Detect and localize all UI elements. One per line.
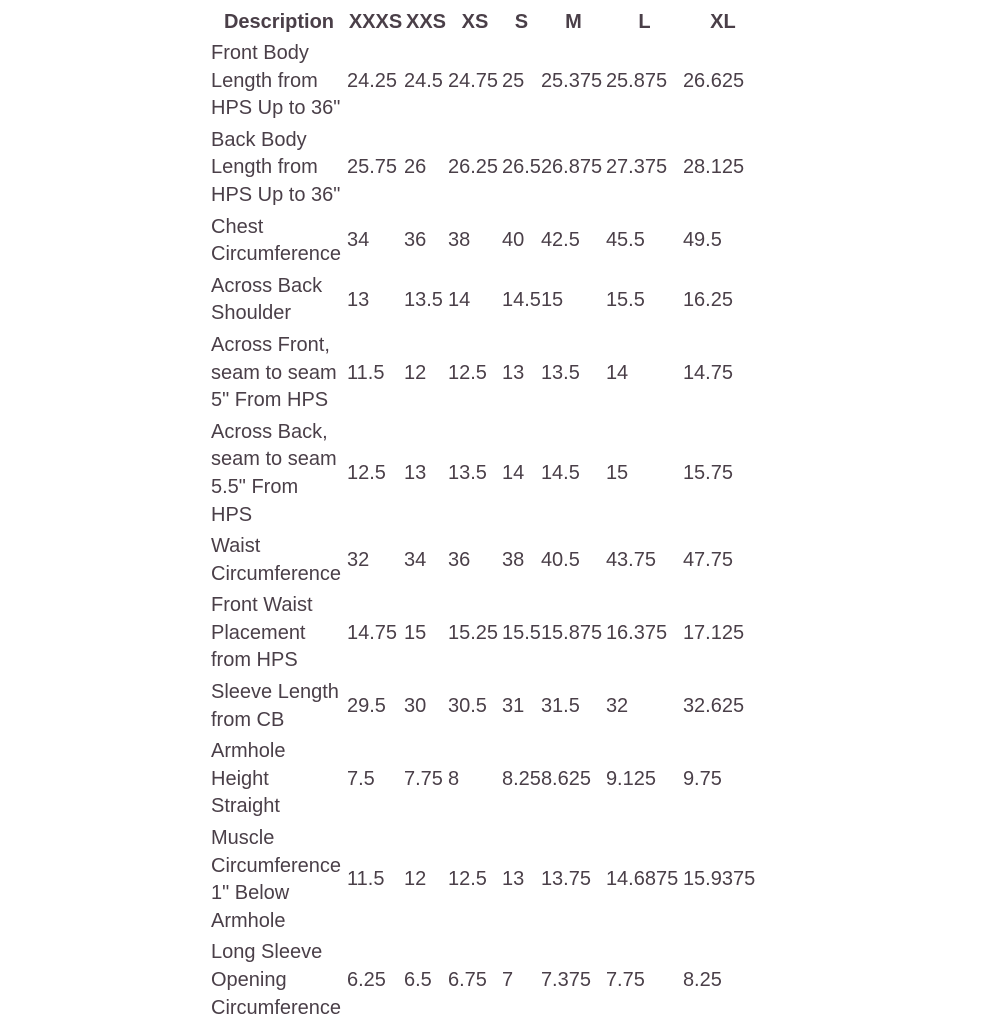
row-description-cell xyxy=(208,212,347,271)
value-xxxs: 24.25 xyxy=(347,69,398,92)
value-l: 15.5 xyxy=(605,288,645,311)
value-s: 7 xyxy=(502,969,514,991)
value-xs: 26.25 xyxy=(448,156,499,179)
row-description-cell xyxy=(208,125,347,212)
value-xxs: 12 xyxy=(404,868,427,891)
value-s: 8.25 xyxy=(502,767,541,790)
value-m: 40.5 xyxy=(540,548,580,571)
value-xs: 12.5 xyxy=(448,361,487,384)
value-l: 16.375 xyxy=(605,621,668,644)
value-xl: 16.25 xyxy=(682,288,733,311)
value-s: 38 xyxy=(502,548,525,571)
value-s: 25 xyxy=(502,69,525,92)
value-s: 15.5 xyxy=(502,621,541,644)
value-xxs: 36 xyxy=(404,229,427,252)
value-xs: 38 xyxy=(448,229,471,252)
value-xxxs: 12.5 xyxy=(347,462,386,485)
value-m: 13.5 xyxy=(540,361,580,384)
value-s: 40 xyxy=(502,229,525,252)
table-row xyxy=(208,937,763,1024)
value-xs: 8 xyxy=(448,767,460,790)
table-row xyxy=(208,330,763,417)
header-xs: XS xyxy=(461,11,489,34)
row-description: Front Waist Placement from HPS xyxy=(211,594,313,672)
row-description: Waist Circumference xyxy=(211,535,342,585)
row-description: Across Back Shoulder xyxy=(211,274,323,325)
value-m: 14.5 xyxy=(540,462,580,485)
header-row xyxy=(208,8,763,38)
value-xl: 15.9375 xyxy=(682,868,756,891)
value-xxs: 12 xyxy=(404,361,427,384)
size-chart-table xyxy=(208,8,763,1024)
row-description: Sleeve Length from CB xyxy=(211,681,339,731)
value-s: 13 xyxy=(502,361,525,384)
value-xxs: 26 xyxy=(404,156,427,179)
value-xl: 14.75 xyxy=(682,361,733,384)
value-xxxs: 34 xyxy=(347,229,370,252)
value-xxs: 24.5 xyxy=(404,69,443,92)
row-description-cell xyxy=(208,736,347,823)
row-description: Long Sleeve Opening Circumference xyxy=(211,941,342,1019)
value-xxs: 13 xyxy=(404,462,427,485)
table-body xyxy=(208,38,763,1024)
value-xs: 13.5 xyxy=(448,462,487,485)
value-xl: 49.5 xyxy=(682,229,722,252)
row-description-cell xyxy=(208,937,347,1024)
value-s: 14.5 xyxy=(502,288,541,311)
value-xxxs: 25.75 xyxy=(347,156,398,179)
value-xs: 14 xyxy=(448,288,471,311)
value-xxxs: 11.5 xyxy=(347,868,385,891)
value-s: 14 xyxy=(502,462,525,485)
value-s: 31 xyxy=(502,694,525,717)
table-row xyxy=(208,823,763,937)
value-m: 42.5 xyxy=(540,229,580,252)
value-xxs: 34 xyxy=(404,548,427,571)
value-m: 15 xyxy=(540,288,564,311)
table-row xyxy=(208,125,763,212)
value-xxxs: 13 xyxy=(347,288,370,311)
value-l: 9.125 xyxy=(605,767,656,790)
table-row xyxy=(208,736,763,823)
table-row xyxy=(208,531,763,590)
table-row xyxy=(208,38,763,125)
value-xs: 24.75 xyxy=(448,69,499,92)
table-row xyxy=(208,212,763,271)
value-l: 14 xyxy=(605,361,629,384)
value-m: 15.875 xyxy=(540,621,603,644)
header-xxxs: XXXS xyxy=(348,11,403,34)
table-row xyxy=(208,677,763,736)
row-description: Muscle Circumference 1" Below Armhole xyxy=(211,827,342,932)
row-description-cell xyxy=(208,823,347,937)
row-description-cell xyxy=(208,330,347,417)
row-description-cell xyxy=(208,271,347,330)
table-row xyxy=(208,271,763,330)
value-m: 31.5 xyxy=(540,694,580,717)
value-xl: 9.75 xyxy=(682,767,722,790)
value-m: 8.625 xyxy=(540,767,591,790)
row-description: Back Body Length from HPS Up to 36" xyxy=(211,128,341,206)
value-l: 45.5 xyxy=(605,229,645,252)
row-description: Across Back, seam to seam 5.5" From HPS xyxy=(211,420,337,526)
row-description-cell xyxy=(208,590,347,677)
header-xl: XL xyxy=(710,11,736,34)
value-xxxs: 14.75 xyxy=(347,621,398,644)
value-xl: 15.75 xyxy=(682,462,733,485)
header-s: S xyxy=(514,11,529,34)
value-xxs: 13.5 xyxy=(404,288,443,311)
value-xl: 47.75 xyxy=(682,548,733,571)
value-l: 32 xyxy=(605,694,629,717)
row-description-cell xyxy=(208,531,347,590)
header-description: Description xyxy=(223,11,335,34)
value-l: 27.375 xyxy=(605,156,668,179)
row-description: Across Front, seam to seam 5" From HPS xyxy=(211,333,337,412)
value-xxs: 15 xyxy=(404,621,427,644)
value-xs: 6.75 xyxy=(448,969,487,991)
value-xl: 32.625 xyxy=(682,694,745,717)
value-xs: 30.5 xyxy=(448,694,487,717)
value-xxxs: 32 xyxy=(347,548,370,571)
value-xs: 36 xyxy=(448,548,471,571)
value-xxs: 30 xyxy=(404,694,427,717)
row-description-cell xyxy=(208,417,347,531)
row-description: Armhole Height Straight xyxy=(211,740,286,818)
value-xxxs: 7.5 xyxy=(347,767,375,790)
value-xxxs: 11.5 xyxy=(347,361,385,384)
value-xs: 12.5 xyxy=(448,868,487,891)
row-description-cell xyxy=(208,677,347,736)
value-xxxs: 6.25 xyxy=(347,969,386,991)
header-xxs: XXS xyxy=(405,11,447,34)
row-description: Front Body Length from HPS Up to 36" xyxy=(211,42,341,120)
value-xxs: 6.5 xyxy=(404,969,432,991)
value-xl: 28.125 xyxy=(682,156,745,179)
header-m: M xyxy=(565,11,582,34)
value-m: 7.375 xyxy=(540,969,591,991)
row-description: Chest Circumference xyxy=(211,215,342,266)
row-description-cell xyxy=(208,38,347,125)
value-xl: 8.25 xyxy=(682,969,722,991)
header-l: L xyxy=(638,11,651,34)
value-xl: 26.625 xyxy=(682,69,745,92)
value-m: 26.875 xyxy=(540,156,603,179)
value-l: 7.75 xyxy=(605,969,645,991)
value-l: 25.875 xyxy=(605,69,668,92)
value-xs: 15.25 xyxy=(448,621,499,644)
table-row xyxy=(208,417,763,531)
value-l: 14.6875 xyxy=(605,868,679,891)
value-s: 26.5 xyxy=(502,156,541,179)
value-m: 25.375 xyxy=(540,69,603,92)
value-m: 13.75 xyxy=(540,868,591,891)
value-l: 43.75 xyxy=(605,548,656,571)
value-xxs: 7.75 xyxy=(404,767,443,790)
table-row xyxy=(208,590,763,677)
value-xxxs: 29.5 xyxy=(347,694,386,717)
value-l: 15 xyxy=(605,462,629,485)
value-xl: 17.125 xyxy=(682,621,745,644)
value-s: 13 xyxy=(502,868,525,891)
